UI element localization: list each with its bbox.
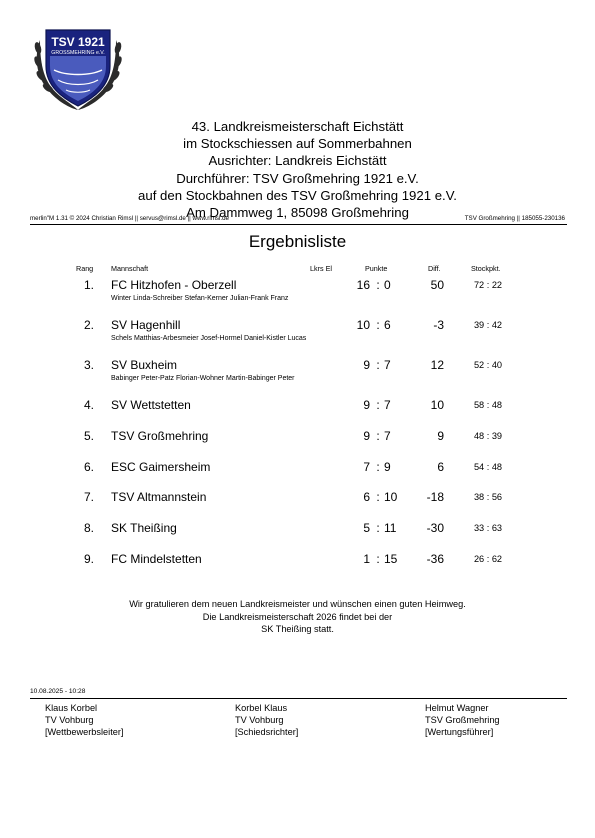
table-row bbox=[0, 490, 595, 520]
stock-points: 52 : 40 bbox=[473, 360, 503, 370]
stock-points: 26 : 62 bbox=[473, 554, 503, 564]
points-separator: : bbox=[376, 398, 380, 412]
players: Schels Matthias-Arbesmeier Josef-Hormel Daniel-Kistler Lucas bbox=[111, 335, 307, 342]
difference: -36 bbox=[426, 552, 444, 566]
signature-role: [Wettbewerbsleiter] bbox=[45, 726, 124, 737]
rank: 3. bbox=[83, 358, 94, 372]
divider bbox=[30, 224, 567, 225]
table-row bbox=[0, 429, 595, 459]
closing-line: SK Theißing statt. bbox=[261, 624, 334, 635]
divider bbox=[30, 698, 567, 699]
difference: 6 bbox=[437, 460, 444, 474]
points-plus: 5 bbox=[363, 521, 370, 535]
table-row bbox=[0, 398, 595, 428]
points-separator: : bbox=[376, 358, 380, 372]
col-lkrs: Lkrs El bbox=[310, 264, 332, 273]
stock-points: 72 : 22 bbox=[473, 280, 503, 290]
points-minus: 15 bbox=[384, 552, 398, 566]
rank: 5. bbox=[83, 429, 94, 443]
page-title: Ergebnisliste bbox=[248, 232, 347, 251]
points-separator: : bbox=[376, 490, 380, 504]
points-separator: : bbox=[376, 521, 380, 535]
points-plus: 9 bbox=[363, 358, 370, 372]
difference: -3 bbox=[433, 318, 444, 332]
document-header bbox=[0, 118, 595, 221]
col-diff: Diff. bbox=[428, 264, 441, 273]
closing-line: Wir gratulieren dem neuen Landkreismeister und wünschen einen guten Heimweg. bbox=[129, 599, 466, 609]
players: Winter Linda-Schreiber Stefan-Kerner Julian-Frank Franz bbox=[111, 295, 289, 302]
signature-name: Korbel Klaus bbox=[235, 703, 288, 713]
rank: 4. bbox=[83, 398, 94, 412]
signature-club: TSV Großmehring bbox=[425, 714, 500, 725]
club-id: TSV Großmehring || 185055-230136 bbox=[464, 215, 565, 222]
col-stockpkt: Stockpkt. bbox=[471, 264, 501, 273]
rank: 6. bbox=[83, 460, 94, 474]
table-row bbox=[0, 358, 595, 388]
header-line: auf den Stockbahnen des TSV Großmehring 1921 e.V. bbox=[138, 187, 457, 203]
difference: 12 bbox=[430, 358, 444, 372]
difference: 50 bbox=[430, 278, 444, 292]
team-name: SV Hagenhill bbox=[111, 318, 181, 332]
rank: 8. bbox=[83, 521, 94, 535]
points-separator: : bbox=[376, 278, 380, 292]
difference: 10 bbox=[430, 398, 444, 412]
difference: 9 bbox=[437, 429, 444, 443]
team-name: TSV Altmannstein bbox=[111, 490, 207, 504]
points-separator: : bbox=[376, 429, 380, 443]
logo-bottom-text: GROSSMEHRING e.V. bbox=[51, 50, 105, 56]
col-rang: Rang bbox=[76, 264, 94, 273]
logo-top-text: TSV 1921 bbox=[51, 35, 105, 49]
signature-block bbox=[235, 703, 298, 738]
stock-points: 54 : 48 bbox=[473, 462, 503, 472]
points-plus: 9 bbox=[363, 398, 370, 412]
points-minus: 7 bbox=[384, 429, 391, 443]
signature-club: TV Vohburg bbox=[45, 714, 94, 725]
club-logo bbox=[32, 26, 124, 114]
closing-message bbox=[0, 598, 595, 636]
difference: -30 bbox=[426, 521, 444, 535]
team-name: SK Theißing bbox=[111, 521, 177, 535]
points-minus: 11 bbox=[384, 521, 397, 535]
header-line: im Stockschiessen auf Sommerbahnen bbox=[183, 136, 412, 152]
stock-points: 58 : 48 bbox=[473, 400, 503, 410]
table-row bbox=[0, 521, 595, 551]
stock-points: 39 : 42 bbox=[473, 320, 503, 330]
header-line: 43. Landkreismeisterschaft Eichstätt bbox=[191, 119, 404, 134]
header-line: Durchführer: TSV Großmehring 1921 e.V. bbox=[176, 170, 419, 186]
closing-line: Die Landkreismeisterschaft 2026 findet bei der bbox=[202, 611, 393, 622]
col-punkte: Punkte bbox=[365, 264, 388, 273]
signature-club: TV Vohburg bbox=[235, 714, 284, 725]
points-minus: 6 bbox=[384, 318, 391, 332]
table-row bbox=[0, 552, 595, 582]
points-separator: : bbox=[376, 460, 380, 474]
signature-role: [Wertungsführer] bbox=[425, 726, 494, 737]
software-info: merlin"M 1.31 © 2024 Christian Rimsl || servus@rimsl.de || www.rimsl.de bbox=[30, 215, 229, 222]
points-plus: 16 bbox=[356, 278, 370, 292]
team-name: TSV Großmehring bbox=[111, 429, 209, 443]
header-line: Ausrichter: Landkreis Eichstätt bbox=[208, 153, 387, 169]
table-row bbox=[0, 460, 595, 490]
signature-name: Helmut Wagner bbox=[425, 703, 489, 713]
points-plus: 10 bbox=[356, 318, 370, 332]
rank: 9. bbox=[83, 552, 94, 566]
team-name: SV Buxheim bbox=[111, 358, 178, 372]
signature-block bbox=[425, 703, 500, 738]
points-plus: 6 bbox=[363, 490, 370, 504]
col-mannschaft: Mannschaft bbox=[111, 264, 149, 273]
points-separator: : bbox=[376, 318, 380, 332]
difference: -18 bbox=[426, 490, 444, 504]
points-minus: 7 bbox=[384, 358, 391, 372]
header-line: Am Dammweg 1, 85098 Großmehring bbox=[186, 205, 409, 221]
stock-points: 33 : 63 bbox=[473, 523, 503, 533]
stock-points: 48 : 39 bbox=[473, 431, 503, 441]
points-plus: 1 bbox=[363, 552, 370, 566]
points-plus: 7 bbox=[363, 460, 370, 474]
points-minus: 0 bbox=[384, 278, 391, 292]
table-row bbox=[0, 278, 595, 308]
points-minus: 9 bbox=[384, 460, 391, 474]
team-name: SV Wettstetten bbox=[111, 398, 191, 412]
signature-block bbox=[45, 703, 123, 738]
points-minus: 7 bbox=[384, 398, 391, 412]
points-separator: : bbox=[376, 552, 380, 566]
team-name: FC Mindelstetten bbox=[111, 552, 202, 566]
stock-points: 38 : 56 bbox=[473, 492, 503, 502]
rank: 2. bbox=[83, 318, 94, 332]
signature-name: Klaus Korbel bbox=[45, 703, 98, 713]
signature-role: [Schiedsrichter] bbox=[235, 726, 299, 737]
rank: 7. bbox=[83, 490, 94, 504]
points-minus: 10 bbox=[384, 490, 398, 504]
rank: 1. bbox=[83, 278, 94, 292]
team-name: ESC Gaimersheim bbox=[111, 460, 211, 474]
print-date: 10.08.2025 - 10:28 bbox=[30, 688, 86, 695]
team-name: FC Hitzhofen - Oberzell bbox=[111, 278, 237, 292]
table-row bbox=[0, 318, 595, 348]
players: Babinger Peter-Patz Florian-Wohner Martin-Babinger Peter bbox=[111, 375, 295, 382]
points-plus: 9 bbox=[363, 429, 370, 443]
